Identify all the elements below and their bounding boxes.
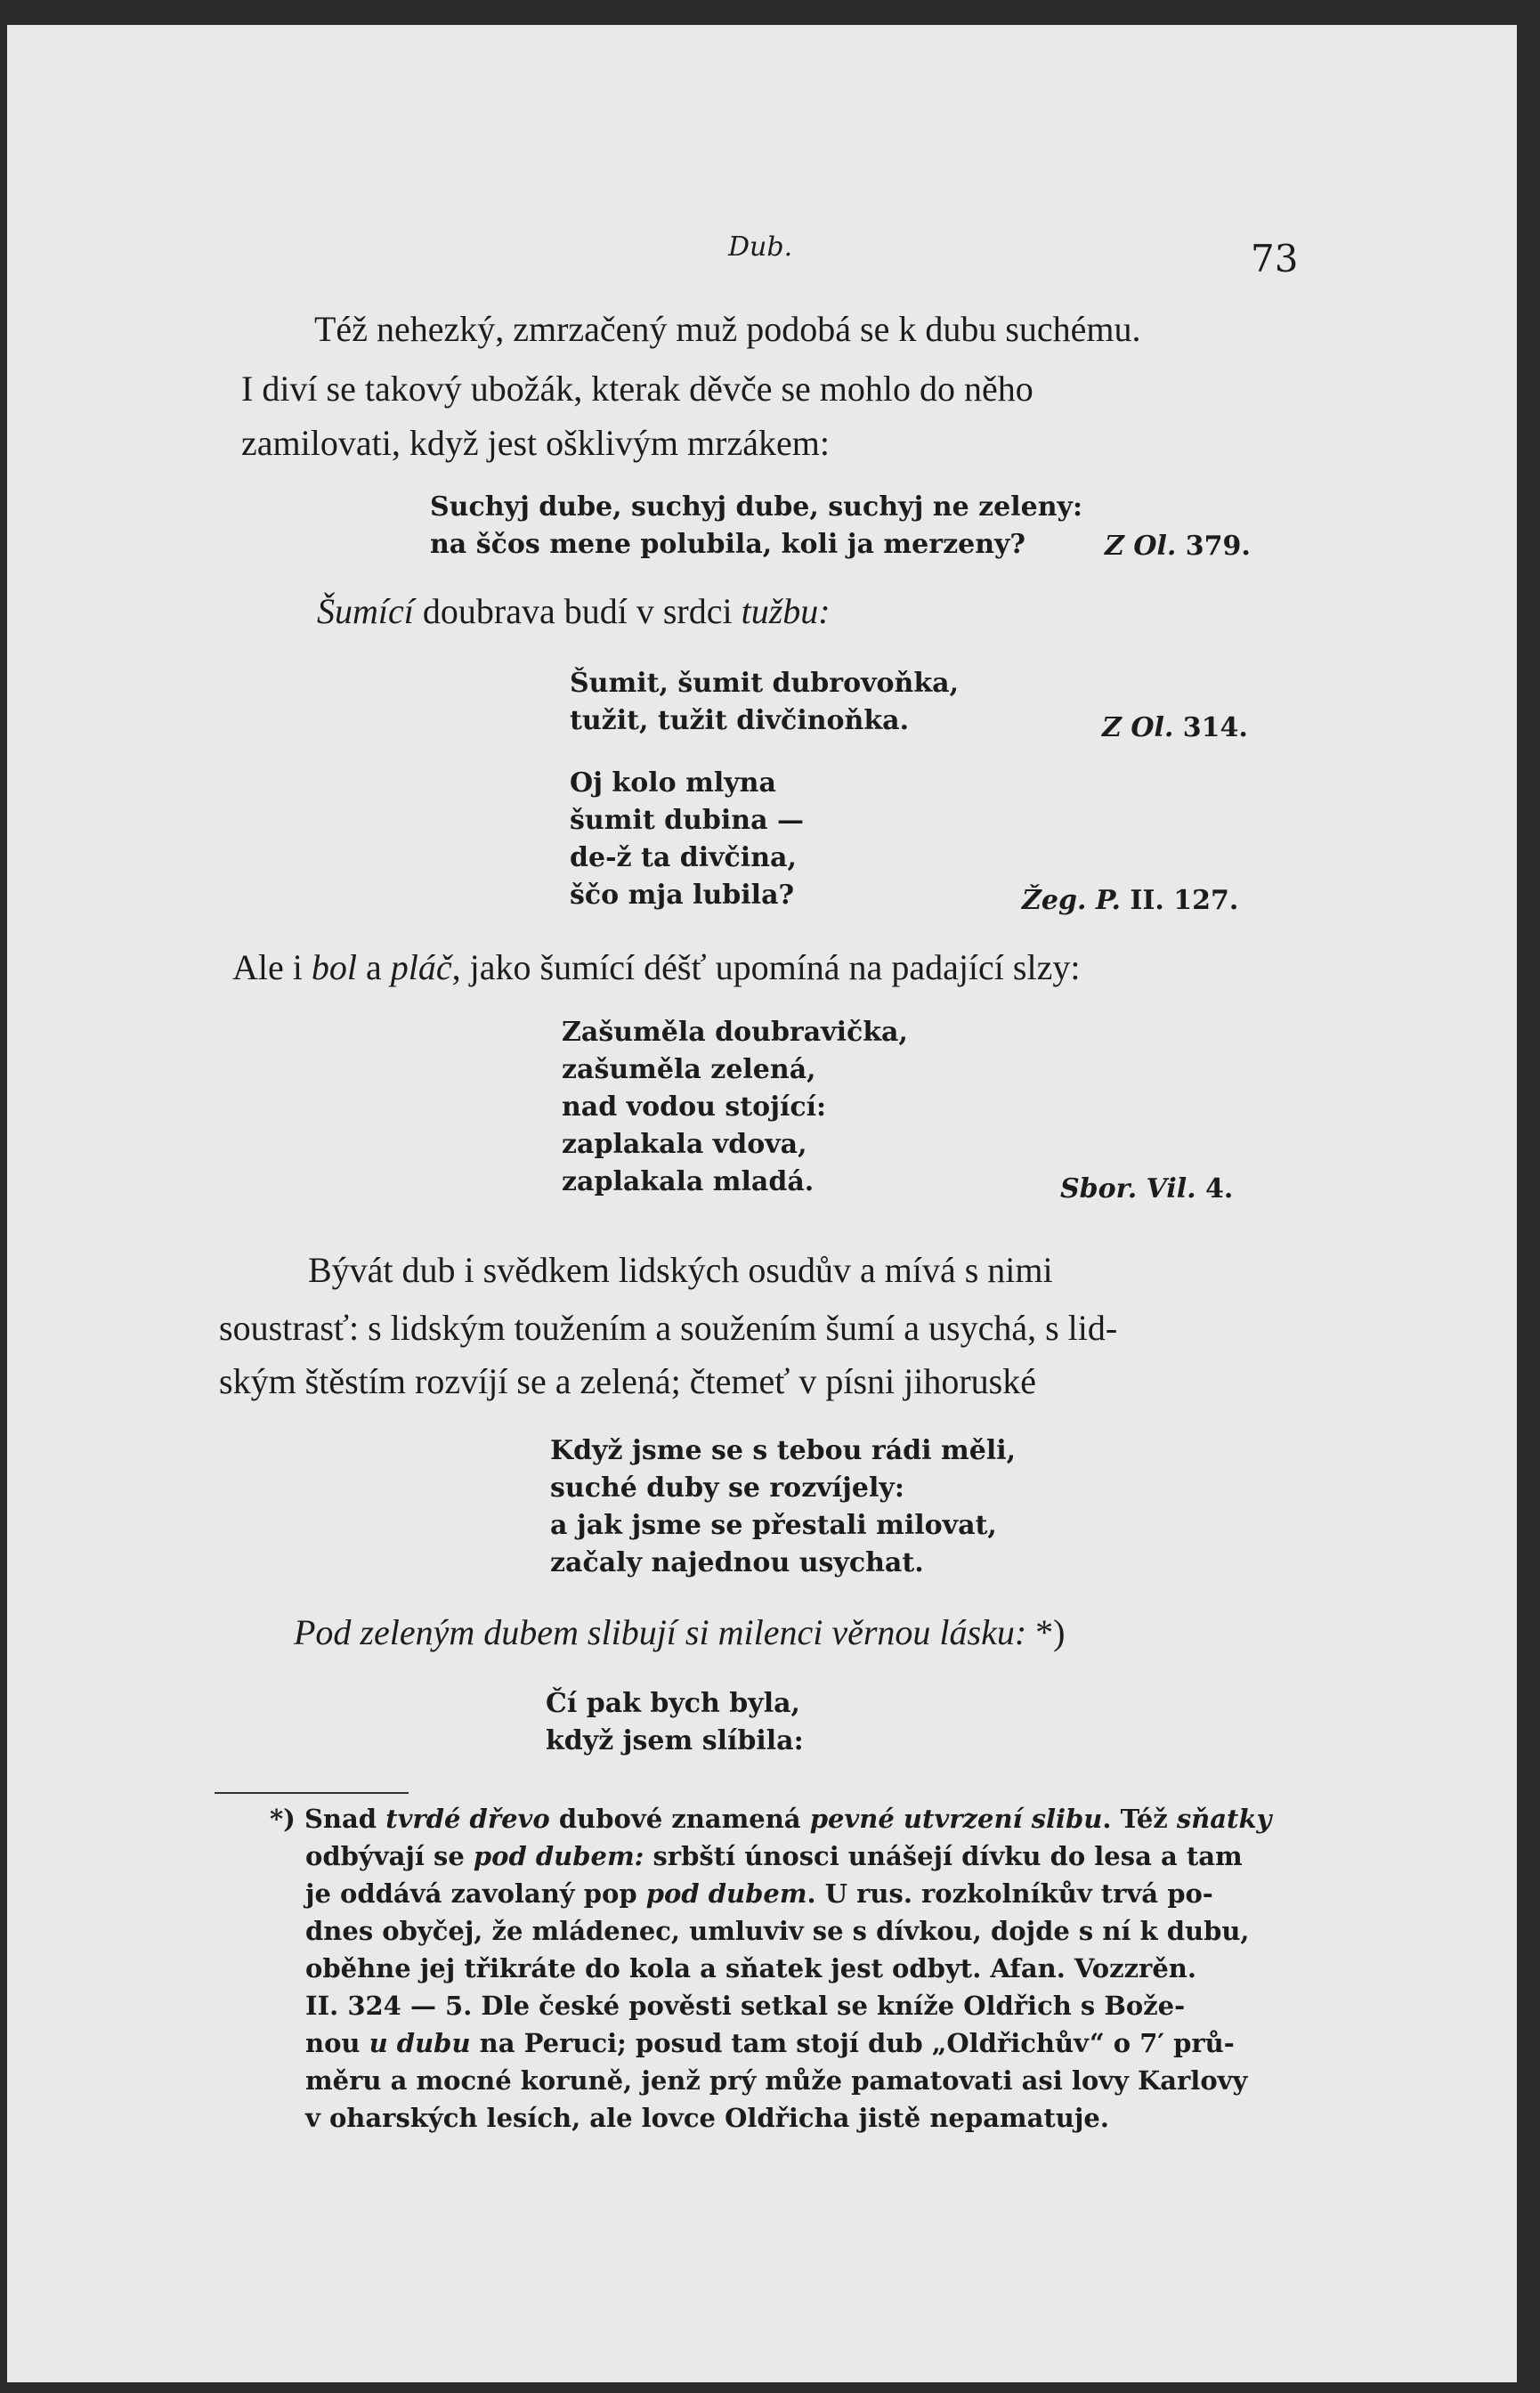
footnote-line-5: oběhne jej třikráte do kola a sňatek jest odbyt. Afan. Vozzrěn.	[305, 1953, 1196, 1983]
paragraph-2: Šumící doubrava budí v srdci tužbu:	[317, 591, 831, 631]
verse-4-line-3: nad vodou stojící:	[562, 1091, 827, 1123]
footnote-rule	[215, 1792, 409, 1794]
verse-1-line-1: Suchyj dube, suchyj dube, suchyj ne zeleny:	[430, 491, 1083, 523]
paragraph-1-line-1: Též nehezký, zmrzačený muž podobá se k dubu suchému.	[314, 309, 1141, 349]
source-ref-2: Z Ol. 314.	[1102, 712, 1248, 743]
verse-4-line-5: zaplakala mladá.	[562, 1166, 815, 1197]
footnote-line-6: II. 324 — 5. Dle české pověsti setkal se kníže Oldřich s Bože-	[305, 1991, 1186, 2021]
verse-5-line-4: začaly najednou usychat.	[550, 1547, 924, 1578]
verse-3-line-3: de-ž ta divčina,	[570, 842, 797, 873]
verse-4-line-4: zaplakala vdova,	[562, 1129, 807, 1160]
page-number: 73	[1251, 237, 1299, 280]
paragraph-4-line-2: soustrasť: s lidským toužením a soužením šumí a usychá, s lid-	[219, 1308, 1118, 1348]
verse-6-line-2: když jsem slíbila:	[546, 1725, 804, 1756]
source-ref-3: Žeg. P. II. 127.	[1022, 885, 1239, 916]
source-ref-1: Z Ol. 379.	[1105, 531, 1251, 562]
verse-3-line-2: šumit dubina —	[570, 805, 804, 836]
verse-5-line-2: suché duby se rozvíjely:	[550, 1472, 904, 1504]
footnote-line-7: nou u dubu na Peruci; posud tam stojí dub „Oldřichův“ o 7′ prů-	[305, 2028, 1235, 2058]
verse-6-line-1: Čí pak bych byla,	[546, 1688, 800, 1719]
paragraph-1-line-2: I diví se takový ubožák, kterak děvče se mohlo do něho	[241, 369, 1033, 409]
footnote-line-8: měru a mocné koruně, jenž prý může pamatovati asi lovy Karlovy	[305, 2065, 1248, 2096]
book-page	[7, 25, 1517, 2382]
paragraph-4-line-3: ským štěstím rozvíjí se a zelená; čtemeť v písni jihoruské	[219, 1361, 1036, 1401]
footnote-line-4: dnes obyčej, že mládenec, umluviv se s dívkou, dojde s ní k dubu,	[305, 1916, 1250, 1946]
paragraph-4-line-1: Bývát dub i svědkem lidských osudův a mívá s nimi	[308, 1250, 1053, 1290]
verse-2-line-1: Šumit, šumit dubrovoňka,	[570, 668, 960, 699]
running-head: Dub.	[728, 231, 793, 263]
footnote-line-1: *) Snad tvrdé dřevo dubové znamená pevné utvrzení slibu. Též sňatky	[270, 1804, 1272, 1834]
verse-3-line-1: Oj kolo mlyna	[570, 767, 776, 799]
footnote-line-3: je oddává zavolaný pop pod dubem. U rus. rozkolníkův trvá po-	[305, 1878, 1213, 1909]
verse-4-line-1: Zašuměla doubravička,	[562, 1017, 908, 1048]
verse-5-line-1: Když jsme se s tebou rádi měli,	[550, 1435, 1017, 1466]
verse-3-line-4: ščo mja lubila?	[570, 880, 795, 911]
paragraph-1-line-3: zamilovati, když jest ošklivým mrzákem:	[241, 423, 830, 463]
verse-2-line-2: tužit, tužit divčinoňka.	[570, 705, 910, 736]
source-ref-4: Sbor. Vil. 4.	[1060, 1173, 1234, 1205]
footnote-line-9: v oharských lesích, ale lovce Oldřicha jistě nepamatuje.	[305, 2103, 1109, 2133]
verse-1-line-2: na ščos mene polubila, koli ja merzeny?	[430, 529, 1026, 560]
paragraph-3: Ale i bol a pláč, jako šumící déšť upomíná na padající slzy:	[232, 947, 1081, 987]
verse-4-line-2: zašuměla zelená,	[562, 1054, 816, 1085]
paragraph-5: Pod zeleným dubem slibují si milenci věrnou lásku: *)	[294, 1612, 1066, 1652]
footnote-line-2: odbývají se pod dubem: srbští únosci unášejí dívku do lesa a tam	[305, 1841, 1243, 1871]
verse-5-line-3: a jak jsme se přestali milovat,	[550, 1510, 997, 1541]
